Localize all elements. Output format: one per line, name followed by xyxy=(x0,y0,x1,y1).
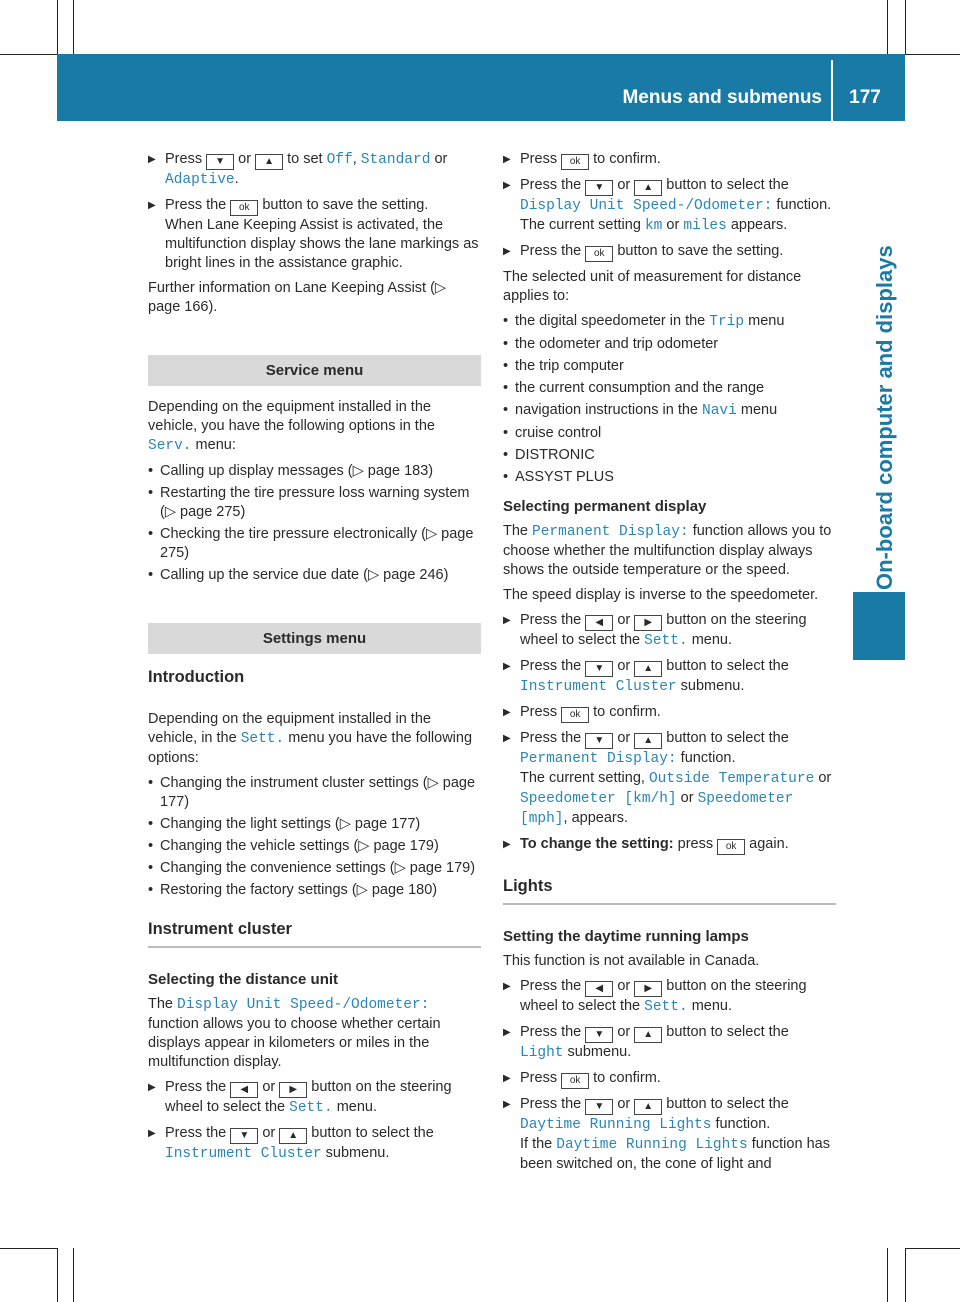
instruction-step: ▶ Press the ▼ or ▲ button to select the Daytime Running Lights function. If the Daytime Running Lights function has been switched on, the cone of light and xyxy=(503,1095,836,1174)
crop-mark xyxy=(905,54,960,55)
paragraph: Further information on Lane Keeping Assist (▷ page 166). xyxy=(148,280,447,315)
up-key-icon: ▲ xyxy=(634,733,662,749)
crop-mark xyxy=(0,1248,57,1249)
crop-mark xyxy=(887,1248,888,1302)
instruction-step: ▶ Press the ◀ or ▶ button on the steering wheel to select the Sett. menu. xyxy=(148,1078,481,1118)
list-item: • the odometer and trip odometer xyxy=(503,335,836,354)
subsection-heading: Lights xyxy=(503,875,836,905)
down-key-icon: ▼ xyxy=(206,154,234,170)
instruction-step: ▶ Press the ▼ or ▲ button to select the Permanent Display: function. The current setting, Outside Temperature or Speedometer [km/h] or Speedometer [mph], appears. xyxy=(503,729,836,829)
ok-key-icon: ok xyxy=(230,200,258,216)
list-item: • Changing the light settings (▷ page 177) xyxy=(148,815,481,834)
crop-mark xyxy=(57,0,58,54)
ok-key-icon: ok xyxy=(717,839,745,855)
crop-mark xyxy=(0,54,57,55)
list-item: • DISTRONIC xyxy=(503,446,836,465)
paragraph: The Permanent Display: function allows you to choose whether the multifunction display always shows the outside temperature or the speed. xyxy=(503,523,832,578)
instruction-step: ▶ Press the ▼ or ▲ button to select the Display Unit Speed-/Odometer: function. The current setting km or miles appears. xyxy=(503,176,836,236)
instruction-step: ▶ Press the ◀ or ▶ button on the steering wheel to select the Sett. menu. xyxy=(503,611,836,651)
list-item: • Changing the vehicle settings (▷ page 179) xyxy=(148,837,481,856)
paragraph: The speed display is inverse to the speedometer. xyxy=(503,587,819,603)
ok-key-icon: ok xyxy=(561,1073,589,1089)
left-key-icon: ◀ xyxy=(585,981,613,997)
down-key-icon: ▼ xyxy=(230,1128,258,1144)
instruction-step: ▶ Press the ▼ or ▲ button to select the Light submenu. xyxy=(503,1023,836,1063)
subsection-heading: Introduction xyxy=(148,668,245,686)
crop-mark xyxy=(73,1248,74,1302)
list-item: • Calling up the service due date (▷ page 246) xyxy=(148,566,481,585)
list-item: • Changing the instrument cluster settings (▷ page 177) xyxy=(148,774,481,812)
list-item: • the current consumption and the range xyxy=(503,379,836,398)
list-item: • ASSYST PLUS xyxy=(503,468,836,487)
right-column xyxy=(503,150,836,1180)
instruction-step: ▶ Press the ok button to save the setting. xyxy=(503,242,836,262)
paragraph: Depending on the equipment installed in the vehicle, in the Sett. menu you have the following options: xyxy=(148,711,473,766)
up-key-icon: ▲ xyxy=(279,1128,307,1144)
instruction-step: ▶ Press ▼ or ▲ to set Off, Standard or Adaptive. xyxy=(148,150,481,190)
instruction-step: ▶ To change the setting: press ok again. xyxy=(503,835,836,855)
header-separator xyxy=(831,60,833,121)
paragraph: The Display Unit Speed-/Odometer: function allows you to choose whether certain displays appear in kilometers or miles in the multifunction display. xyxy=(148,996,441,1070)
topic-heading: Selecting the distance unit xyxy=(148,971,339,988)
up-key-icon: ▲ xyxy=(255,154,283,170)
crop-mark xyxy=(887,0,888,54)
list-item: • the digital speedometer in the Trip menu xyxy=(503,312,836,332)
paragraph: This function is not available in Canada. xyxy=(503,953,760,969)
list-item: • Changing the convenience settings (▷ page 179) xyxy=(148,859,481,878)
crop-mark xyxy=(905,0,906,54)
up-key-icon: ▲ xyxy=(634,1027,662,1043)
section-title: Menus and submenus xyxy=(622,87,822,108)
left-key-icon: ◀ xyxy=(230,1082,258,1098)
down-key-icon: ▼ xyxy=(585,661,613,677)
instruction-step: ▶ Press the ▼ or ▲ button to select the Instrument Cluster submenu. xyxy=(503,657,836,697)
ok-key-icon: ok xyxy=(585,246,613,262)
right-key-icon: ▶ xyxy=(634,615,662,631)
down-key-icon: ▼ xyxy=(585,180,613,196)
ok-key-icon: ok xyxy=(561,707,589,723)
topic-heading: Selecting permanent display xyxy=(503,498,707,515)
section-heading: Settings menu xyxy=(148,623,481,654)
right-key-icon: ▶ xyxy=(634,981,662,997)
list-item: • the trip computer xyxy=(503,357,836,376)
down-key-icon: ▼ xyxy=(585,733,613,749)
side-tab-marker xyxy=(853,592,905,660)
down-key-icon: ▼ xyxy=(585,1099,613,1115)
instruction-step: ▶ Press ok to confirm. xyxy=(503,1069,836,1089)
left-key-icon: ◀ xyxy=(585,615,613,631)
paragraph: Depending on the equipment installed in the vehicle, you have the following options in the Serv. menu: xyxy=(148,399,435,454)
topic-heading: Setting the daytime running lamps xyxy=(503,928,749,945)
page-number: 177 xyxy=(849,87,881,108)
instruction-step: ▶ Press ok to confirm. xyxy=(503,703,836,723)
list-item: • Checking the tire pressure electronically (▷ page 275) xyxy=(148,525,481,563)
instruction-step: ▶ Press the ▼ or ▲ button to select the Instrument Cluster submenu. xyxy=(148,1124,481,1164)
crop-mark xyxy=(73,0,74,54)
side-tab-label: On-board computer and displays xyxy=(872,245,897,590)
up-key-icon: ▲ xyxy=(634,1099,662,1115)
instruction-step: ▶ Press ok to confirm. xyxy=(503,150,836,170)
instruction-step: ▶ Press the ◀ or ▶ button on the steering wheel to select the Sett. menu. xyxy=(503,977,836,1017)
ok-key-icon: ok xyxy=(561,154,589,170)
instruction-step: ▶ Press the ok button to save the setting. When Lane Keeping Assist is activated, the multifunction display shows the lane markings as bright lines in the assistance graphic. xyxy=(148,196,481,273)
crop-mark xyxy=(905,1248,906,1302)
crop-mark xyxy=(57,1248,58,1302)
crop-mark xyxy=(905,1248,960,1249)
right-key-icon: ▶ xyxy=(279,1082,307,1098)
left-column xyxy=(148,150,481,1170)
down-key-icon: ▼ xyxy=(585,1027,613,1043)
list-item: • Restarting the tire pressure loss warning system (▷ page 275) xyxy=(148,484,481,522)
list-item: • cruise control xyxy=(503,424,836,443)
subsection-heading: Instrument cluster xyxy=(148,918,481,948)
section-heading: Service menu xyxy=(148,355,481,386)
list-item: • navigation instructions in the Navi menu xyxy=(503,401,836,421)
list-item: • Restoring the factory settings (▷ page 180) xyxy=(148,881,481,900)
up-key-icon: ▲ xyxy=(634,180,662,196)
paragraph: The selected unit of measurement for distance applies to: xyxy=(503,269,802,304)
list-item: • Calling up display messages (▷ page 183) xyxy=(148,462,481,481)
up-key-icon: ▲ xyxy=(634,661,662,677)
